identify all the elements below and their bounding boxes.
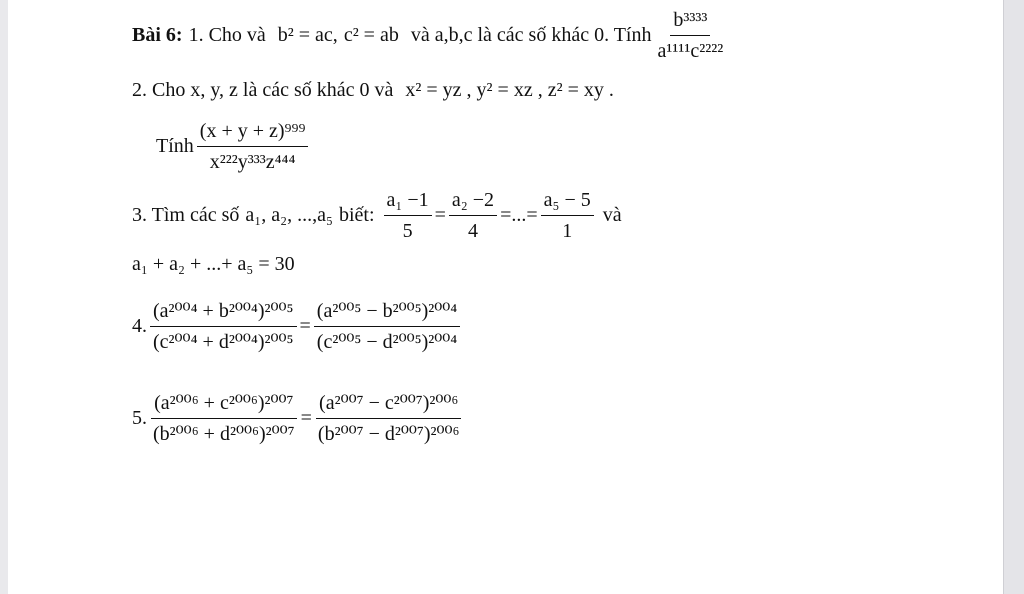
problem-title: Bài 6: <box>132 23 183 46</box>
item-3-fraction-3 <box>541 187 594 244</box>
item-5-rhs-numerator: (a²⁰⁰⁷ − c²⁰⁰⁷)²⁰⁰⁶ <box>316 390 461 419</box>
item-4-lhs-numerator: (a²⁰⁰⁴ + b²⁰⁰⁴)²⁰⁰⁵ <box>150 298 297 327</box>
item-3-line <box>132 186 622 244</box>
item-4-rhs-numerator: (a²⁰⁰⁵ − b²⁰⁰⁵)²⁰⁰⁴ <box>314 298 461 327</box>
item-4-line <box>132 288 463 364</box>
item-5-lhs-fraction <box>150 390 298 447</box>
equals-sign: = <box>300 406 312 429</box>
item-3-fraction-3-num: a₅ − 5 <box>541 187 594 216</box>
item-4-label: 4. <box>132 314 147 337</box>
item-1-numerator: b³³³³ <box>670 7 710 36</box>
equals-sign: = <box>500 203 512 226</box>
item-3-fraction-2 <box>449 187 497 244</box>
item-3-fraction-1 <box>384 187 432 244</box>
item-4-lhs-fraction <box>150 298 297 355</box>
item-5-line <box>132 380 466 456</box>
item-2-equations: x² = yz , y² = xz , z² = xy . <box>405 78 614 101</box>
left-margin-strip <box>0 0 8 594</box>
item-2-compute-line <box>156 116 311 176</box>
item-2-tinh: Tính <box>156 134 194 157</box>
item-3-sum-line <box>132 250 295 278</box>
item-3-text-a: 3. Tìm các số <box>132 203 240 226</box>
equals-sign: = <box>434 203 446 226</box>
item-4-lhs-denominator: (c²⁰⁰⁴ + d²⁰⁰⁴)²⁰⁰⁵ <box>153 330 294 353</box>
item-4-rhs-fraction <box>314 298 461 355</box>
item-1-text-b: và a,b,c là các số khác 0. Tính <box>410 23 652 46</box>
item-3-text-b: biết: <box>338 203 375 226</box>
item-2-denominator: x²²²y³³³z⁴⁴⁴ <box>209 150 296 173</box>
item-2-fraction <box>197 118 309 175</box>
item-3-dots: ... <box>511 203 527 226</box>
item-3-vars: a₁, a₂, ...,a₅ <box>245 203 333 226</box>
equals-sign: = <box>299 314 311 337</box>
item-1-line <box>132 10 729 60</box>
item-3-fraction-3-den: 1 <box>562 219 573 242</box>
item-2-numerator: (x + y + z)⁹⁹⁹ <box>197 118 309 147</box>
item-5-label: 5. <box>132 406 147 429</box>
item-1-fraction <box>655 7 727 64</box>
item-2-line <box>132 76 614 104</box>
item-3-sum-equation: a₁ + a₂ + ...+ a₅ = 30 <box>132 252 295 275</box>
item-1-text-a: 1. Cho và <box>188 23 266 46</box>
equals-sign: = <box>526 203 538 226</box>
item-1-eq-2: c² = ab <box>343 23 399 46</box>
item-5-rhs-denominator: (b²⁰⁰⁷ − d²⁰⁰⁷)²⁰⁰⁶ <box>317 422 460 445</box>
item-5-rhs-fraction <box>315 390 463 447</box>
item-3-fraction-2-num: a₂ −2 <box>449 187 497 216</box>
item-3-text-c: và <box>602 203 622 226</box>
right-margin-strip <box>1003 0 1024 594</box>
item-3-fraction-1-den: 5 <box>402 219 413 242</box>
item-4-rhs-denominator: (c²⁰⁰⁵ − d²⁰⁰⁵)²⁰⁰⁴ <box>316 330 458 353</box>
document-page <box>8 0 1003 594</box>
item-3-fraction-2-den: 4 <box>467 219 478 242</box>
item-1-eq-1: b² = ac, <box>277 23 338 46</box>
item-1-denominator: a¹¹¹¹c²²²² <box>657 39 724 62</box>
item-5-lhs-numerator: (a²⁰⁰⁶ + c²⁰⁰⁶)²⁰⁰⁷ <box>151 390 296 419</box>
item-3-fraction-1-num: a₁ −1 <box>384 187 432 216</box>
item-5-lhs-denominator: (b²⁰⁰⁶ + d²⁰⁰⁶)²⁰⁰⁷ <box>153 422 295 445</box>
item-2-text-a: 2. Cho x, y, z là các số khác 0 và <box>132 78 394 101</box>
